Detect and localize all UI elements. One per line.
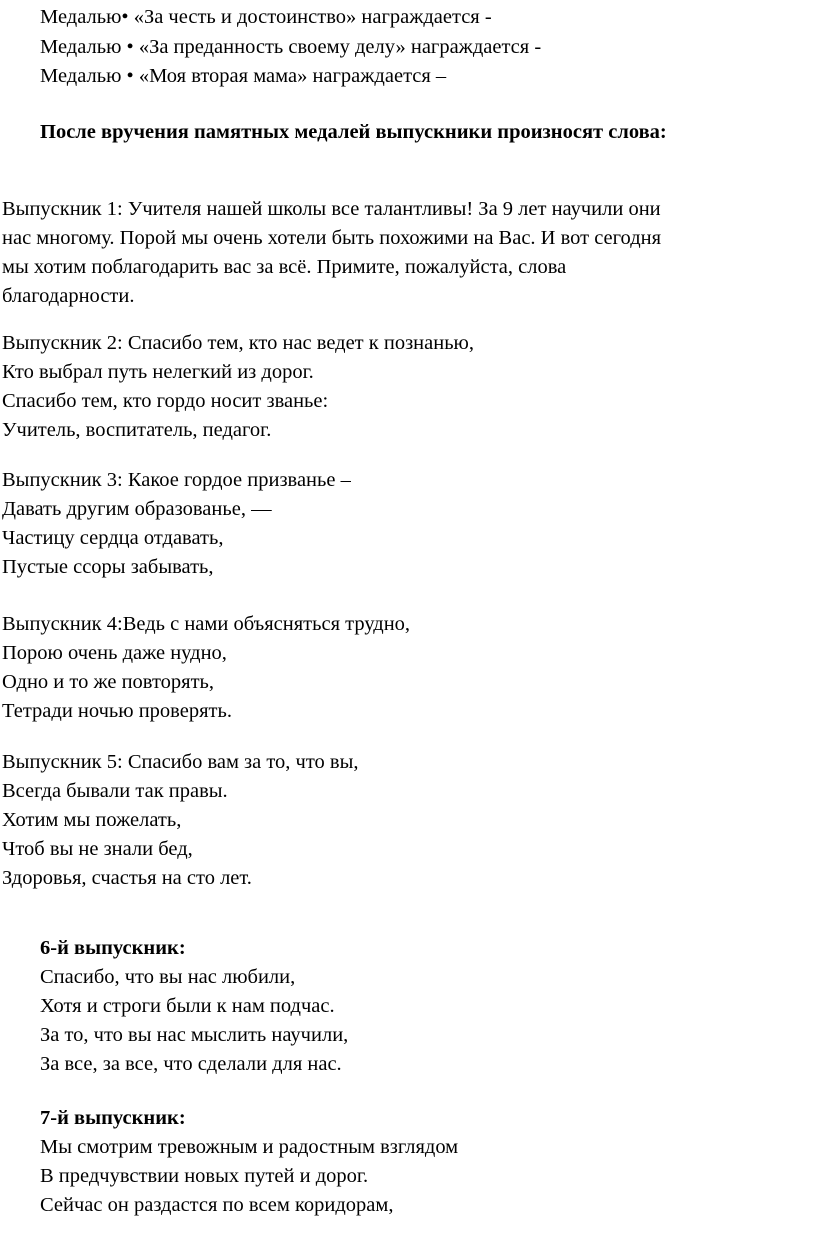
grad5-line: Всегда бывали так правы. [2,780,228,802]
grad2-line: Учитель, воспитатель, педагог. [2,419,272,441]
grad4-line: Одно и то же повторять, [2,671,215,693]
grad3-line: Пустые ссоры забывать, [2,556,214,578]
grad2-line: Выпускник 2: Спасибо тем, кто нас ведет к познанью, [2,332,475,354]
grad5-line: Выпускник 5: Спасибо вам за то, что вы, [2,751,359,773]
medal-line: Медалью • «За преданность своему делу» награждается - [40,36,542,58]
grad6-line: Спасибо, что вы нас любили, [40,966,296,988]
grad4-line: Порою очень даже нудно, [2,642,227,664]
grad7-title: 7-й выпускник: [40,1107,186,1129]
grad1-line: Выпускник 1: Учителя нашей школы все талантливы! За 9 лет научили они [2,198,661,220]
grad1-line: благодарности. [2,285,135,307]
grad7-line: Сейчас он раздастся по всем коридорам, [40,1194,394,1216]
grad6-line: Хотя и строги были к нам подчас. [40,995,335,1017]
grad1-line: нас многому. Порой мы очень хотели быть похожими на Вас. И вот сегодня [2,227,662,249]
grad2-line: Спасибо тем, кто гордо носит званье: [2,390,329,412]
grad4-line: Тетради ночью проверять. [2,700,232,722]
grad6-line: За то, что вы нас мыслить научили, [40,1024,349,1046]
grad2-line: Кто выбрал путь нелегкий из дорог. [2,361,314,383]
medal-line: Медалью • «Моя вторая мама» награждается – [40,65,447,87]
grad3-line: Выпускник 3: Какое гордое призванье – [2,469,351,491]
grad7-line: Мы смотрим тревожным и радостным взглядом [40,1136,459,1158]
grad5-line: Чтоб вы не знали бед, [2,838,193,860]
grad5-line: Хотим мы пожелать, [2,809,182,831]
grad1-line: мы хотим поблагодарить вас за всё. Примите, пожалуйста, слова [2,256,567,278]
section-heading: После вручения памятных медалей выпускники произносят слова: [40,121,667,143]
grad6-line: За все, за все, что сделали для нас. [40,1053,342,1075]
grad4-line: Выпускник 4:Ведь с нами объясняться трудно, [2,613,411,635]
grad3-line: Частицу сердца отдавать, [2,527,224,549]
medal-line: Медалью• «За честь и достоинство» награждается - [40,6,492,28]
grad7-line: В предчувствии новых путей и дорог. [40,1165,369,1187]
grad6-title: 6-й выпускник: [40,937,186,959]
grad5-line: Здоровья, счастья на сто лет. [2,867,252,889]
grad3-line: Давать другим образованье, — [2,498,272,520]
